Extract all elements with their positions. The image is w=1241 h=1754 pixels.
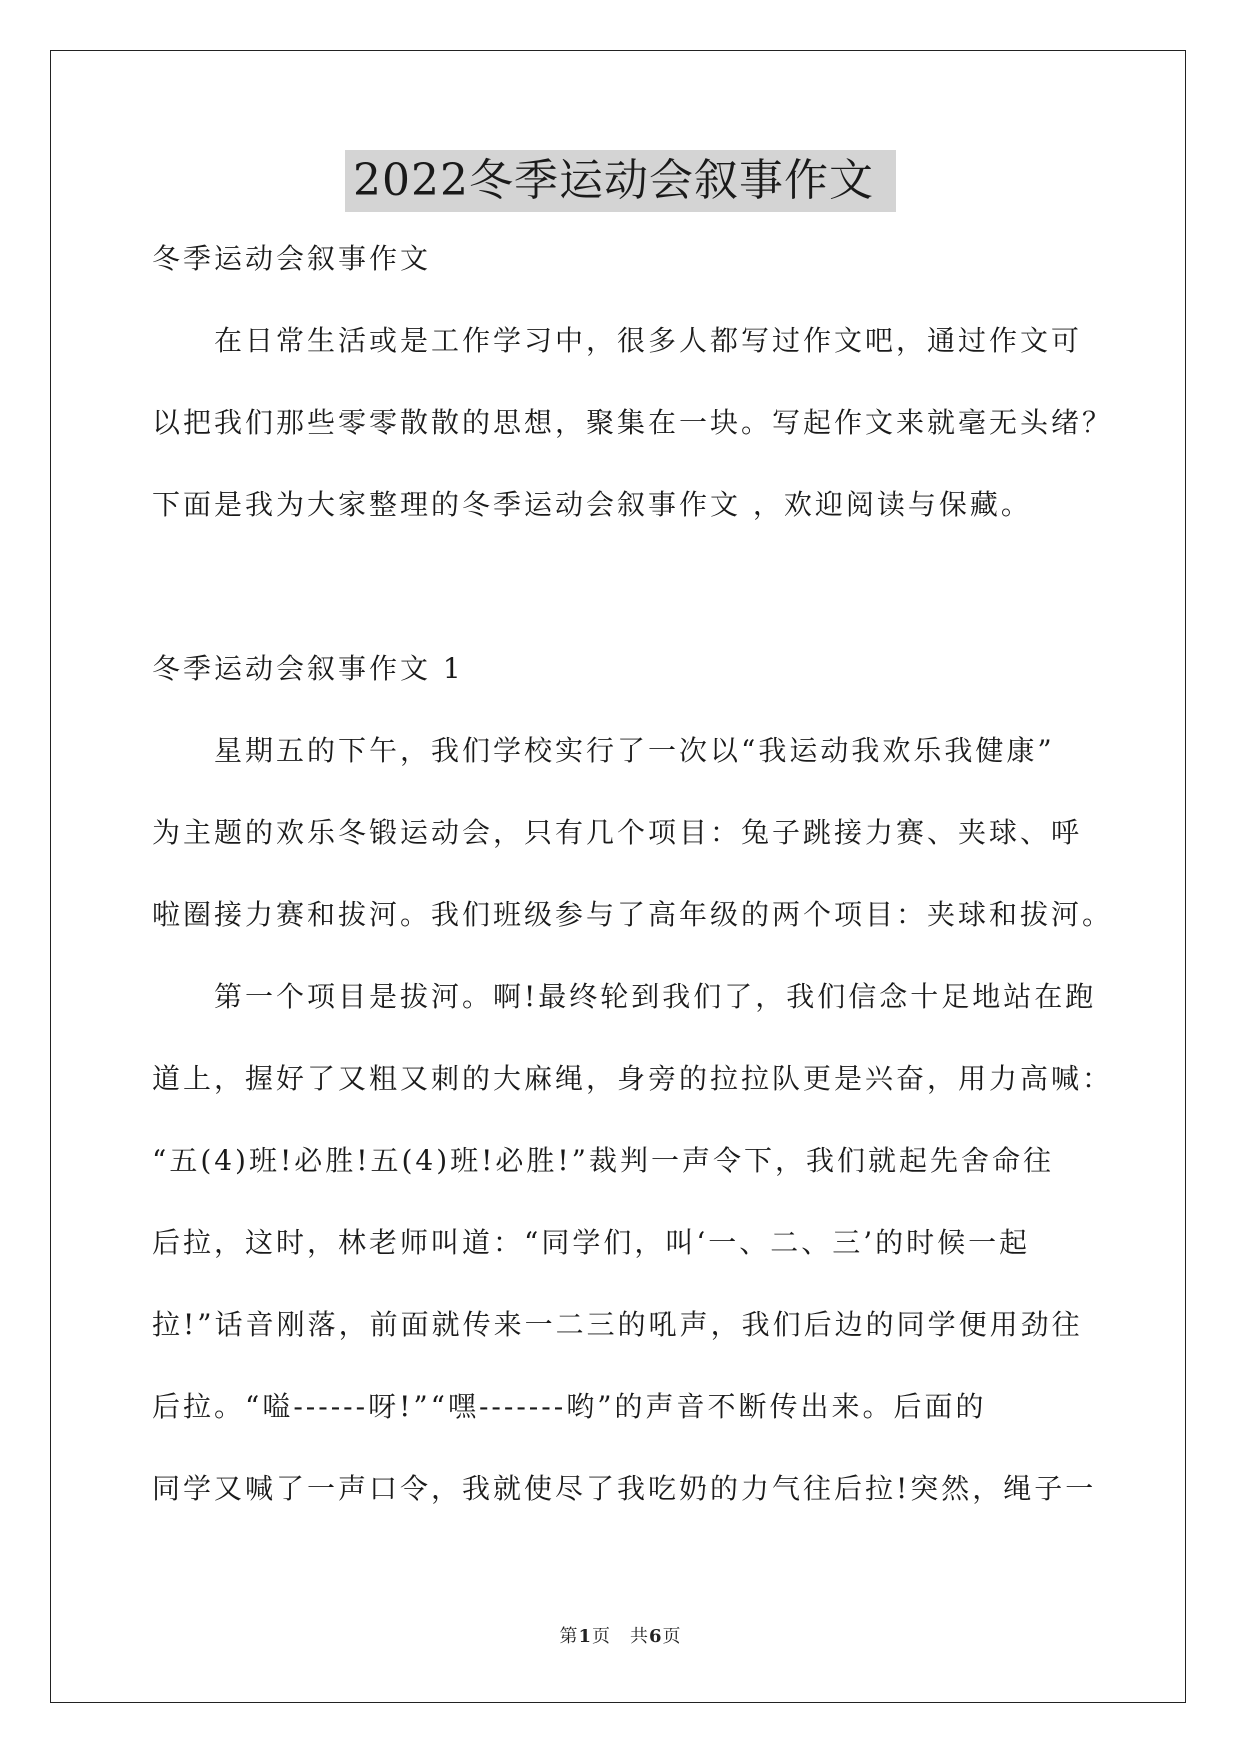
document-title [0,150,1241,212]
body-paragraph-line: 拉!”话音刚落，前面就传来一二三的吼声，我们后边的同学便用劲往 [152,1308,1083,1341]
current-page-number: 1 [578,1626,592,1647]
body-paragraph-line: 为主题的欢乐冬锻运动会，只有几个项目：兔子跳接力赛、夹球、呼 [152,816,1083,849]
document-body [152,234,1114,1546]
page-footer [0,1622,1241,1648]
intro-paragraph-line: 以把我们那些零零散散的思想，聚集在一块。写起作文来就毫无头绪？ [152,406,1114,439]
page-label-suffix: 页 [662,1626,682,1647]
body-paragraph-line: 道上，握好了又粗又刺的大麻绳，身旁的拉拉队更是兴奋，用力高喊： [152,1062,1114,1095]
body-paragraph-line: “五(4)班!必胜!五(4)班!必胜!”裁判一声令下，我们就起先舍命往 [152,1144,1054,1177]
total-page-number: 6 [649,1626,663,1647]
body-paragraph-line: 后拉。“嗌------呀!”“嘿-------哟”的声音不断传出来。后面的 [152,1390,987,1423]
intro-paragraph-line: 下面是我为大家整理的冬季运动会叙事作文 ，欢迎阅读与保藏。 [152,488,1032,521]
body-paragraph-line: 同学又喊了一声口令，我就使尽了我吃奶的力气往后拉!突然，绳子一 [152,1472,1097,1505]
intro-paragraph-line: 在日常生活或是工作学习中，很多人都写过作文吧，通过作文可 [214,324,1083,357]
document-title-text: 2022冬季运动会叙事作文 [345,150,896,212]
section-heading: 冬季运动会叙事作文 1 [152,652,464,685]
body-paragraph-line: 星期五的下午，我们学校实行了一次以“我运动我欢乐我健康” [214,734,1055,767]
body-paragraph-line: 第一个项目是拔河。啊!最终轮到我们了，我们信念十足地站在跑 [214,980,1097,1013]
page-label-prefix: 第 [559,1626,579,1647]
page-label-mid: 页 共 [592,1626,649,1647]
body-paragraph-line: 啦圈接力赛和拔河。我们班级参与了高年级的两个项目：夹球和拔河。 [152,898,1114,931]
body-paragraph-line: 后拉，这时，林老师叫道：“同学们，叫‘一、二、三’的时候一起 [152,1226,1031,1259]
subtitle-line: 冬季运动会叙事作文 [152,242,432,275]
